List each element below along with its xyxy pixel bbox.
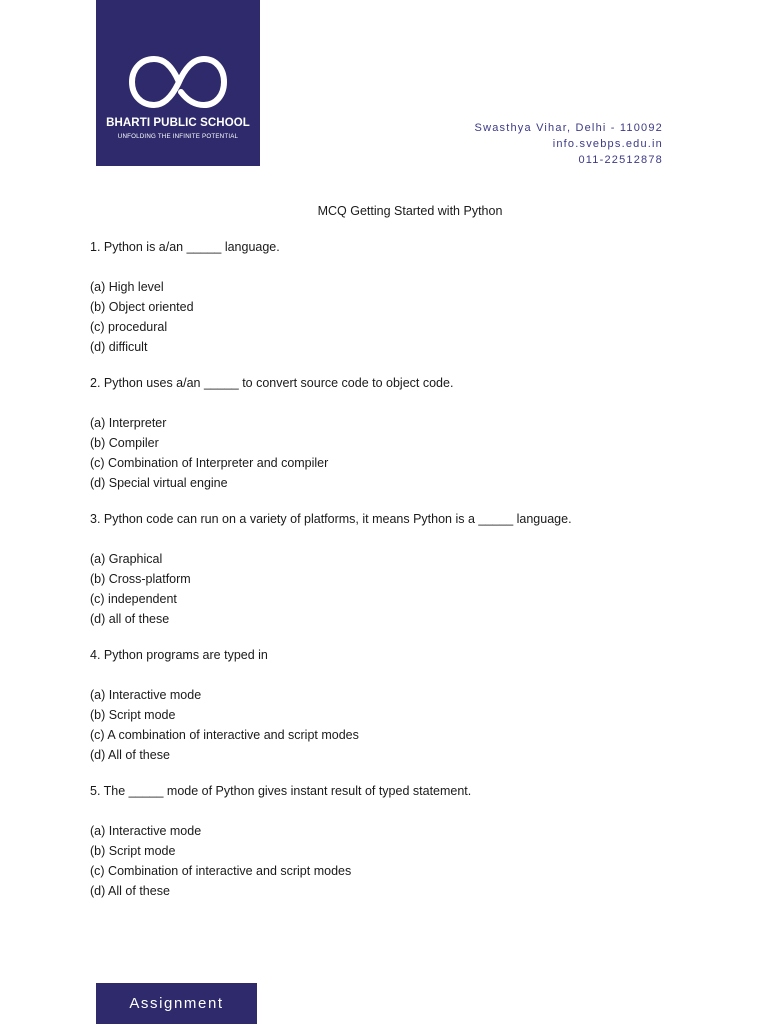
question-2	[90, 373, 710, 493]
option-a: (a) Interactive mode	[90, 688, 202, 702]
question-text: 3. Python code can run on a variety of platforms, it means Python is a _____ language.	[90, 512, 572, 526]
assignment-tab: Assignment	[96, 983, 257, 1024]
option-a: (a) Interpreter	[90, 416, 167, 430]
option-b: (b) Object oriented	[90, 300, 194, 314]
question-text: 4. Python programs are typed in	[90, 648, 268, 662]
question-text: 1. Python is a/an _____ language.	[90, 240, 280, 254]
contact-block	[475, 120, 663, 168]
question-list	[90, 237, 710, 917]
option-b: (b) Script mode	[90, 844, 176, 858]
school-name: BHARTI PUBLIC SCHOOL	[106, 117, 250, 129]
school-logo	[96, 0, 260, 166]
option-d: (d) difficult	[90, 340, 148, 354]
option-b: (b) Compiler	[90, 436, 159, 450]
question-4	[90, 645, 710, 765]
question-text: 2. Python uses a/an _____ to convert source code to object code.	[90, 376, 454, 390]
option-c: (c) Combination of interactive and script modes	[90, 864, 352, 878]
option-d: (d) Special virtual engine	[90, 476, 228, 490]
option-c: (c) procedural	[90, 320, 168, 334]
option-b: (b) Script mode	[90, 708, 176, 722]
option-b: (b) Cross-platform	[90, 572, 191, 586]
address-text: Swasthya Vihar, Delhi - 110092	[474, 122, 663, 134]
option-a: (a) Interactive mode	[90, 824, 202, 838]
question-5	[90, 781, 710, 901]
infinity-icon	[127, 54, 229, 110]
question-3	[90, 509, 710, 629]
question-1	[90, 237, 710, 357]
page-title: MCQ Getting Started with Python	[317, 204, 503, 218]
option-c: (c) Combination of Interpreter and compiler	[90, 456, 329, 470]
option-d: (d) all of these	[90, 612, 170, 626]
school-tagline: UNFOLDING THE INFINITE POTENTIAL	[117, 133, 239, 140]
option-d: (d) All of these	[90, 884, 170, 898]
email-text: info.svebps.edu.in	[552, 138, 663, 150]
option-d: (d) All of these	[90, 748, 170, 762]
option-a: (a) Graphical	[90, 552, 163, 566]
option-c: (c) A combination of interactive and script modes	[90, 728, 359, 742]
phone-text: 011-22512878	[578, 154, 663, 166]
option-c: (c) independent	[90, 592, 177, 606]
option-a: (a) High level	[90, 280, 164, 294]
question-text: 5. The _____ mode of Python gives instant result of typed statement.	[90, 784, 472, 798]
